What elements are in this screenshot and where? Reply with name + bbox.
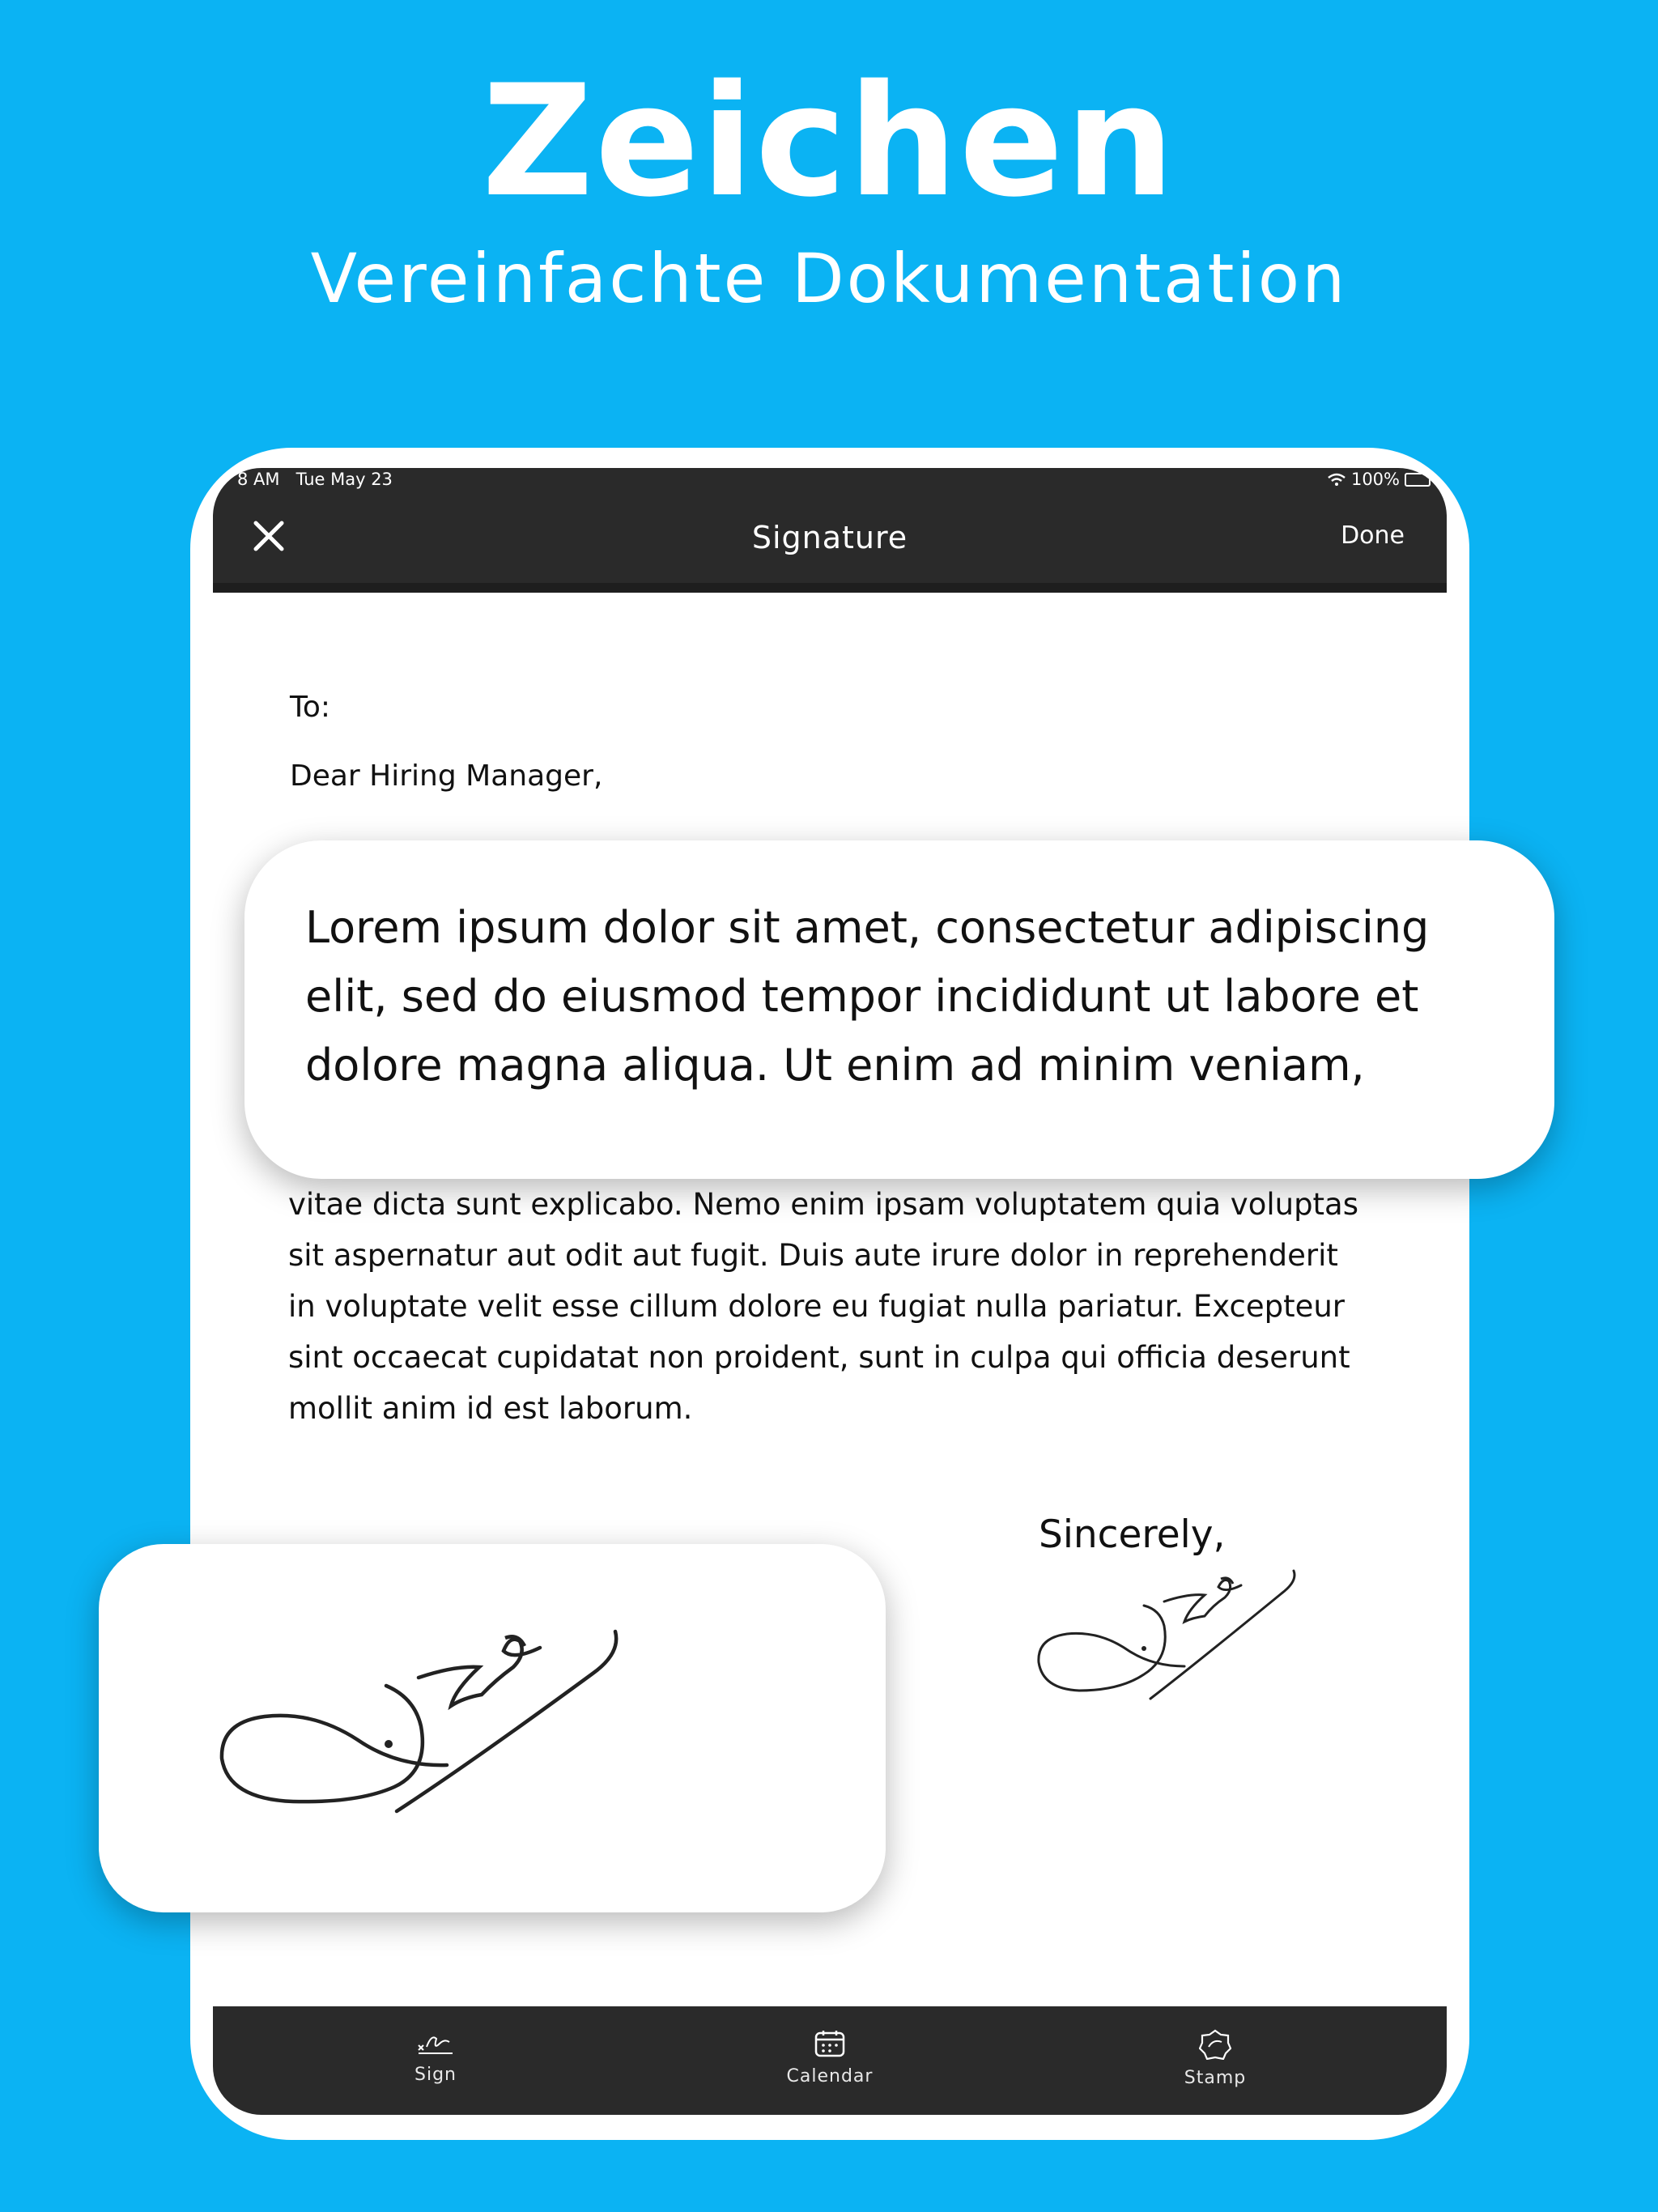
tab-calendar[interactable] bbox=[749, 2029, 911, 2087]
tab-stamp[interactable] bbox=[1134, 2029, 1296, 2088]
hero-title: Zeichen bbox=[482, 52, 1176, 231]
page-title: Signature bbox=[751, 520, 908, 555]
done-button[interactable]: Done bbox=[1341, 521, 1405, 550]
signature-icon bbox=[415, 2029, 456, 2057]
text-callout-card bbox=[244, 840, 1554, 1179]
doc-greeting: Dear Hiring Manager, bbox=[290, 759, 603, 793]
status-date: Tue May 23 bbox=[295, 470, 393, 489]
tab-sign[interactable] bbox=[355, 2029, 517, 2085]
signature-zoom-image bbox=[212, 1609, 779, 1852]
battery-icon bbox=[1405, 473, 1431, 487]
callout-text: Lorem ipsum dolor sit amet, consectetur adipiscing elit, sed do eiusmod tempor incididunt ut labore et dolore magna aliqua. Ut enim ad minim veniam, bbox=[305, 902, 1430, 1091]
battery-percent: 100% bbox=[1350, 470, 1400, 489]
signature-image[interactable] bbox=[1031, 1561, 1395, 1723]
tab-stamp-label: Stamp bbox=[1184, 2068, 1247, 2088]
signature-callout-card bbox=[99, 1544, 886, 1912]
doc-to-line: To: bbox=[290, 691, 331, 724]
status-bar bbox=[213, 468, 1447, 492]
calendar-icon bbox=[814, 2029, 846, 2058]
wifi-icon bbox=[1327, 472, 1346, 487]
stamp-icon bbox=[1199, 2029, 1231, 2060]
doc-closing: Sincerely, bbox=[1039, 1512, 1226, 1557]
tab-sign-label: Sign bbox=[414, 2065, 457, 2085]
status-time-date bbox=[237, 470, 393, 489]
status-right bbox=[1327, 470, 1431, 489]
tab-calendar-label: Calendar bbox=[786, 2066, 874, 2087]
nav-bar bbox=[213, 492, 1447, 593]
status-time: 8 AM bbox=[237, 470, 280, 489]
doc-body-paragraph: vitae dicta sunt explicabo. Nemo enim ipsam voluptatem quia voluptas sit aspernatur aut odit aut fugit. Duis aute irure dolor in reprehenderit in voluptate velit esse cillum dolore eu fugiat nulla pariatur. Excepteur sint occaecat cupidatat non proident, sunt in culpa qui officia deserunt mollit anim id est laborum. bbox=[288, 1187, 1359, 1426]
bottom-tab-bar bbox=[213, 2006, 1447, 2115]
hero-subtitle: Vereinfachte Dokumentation bbox=[310, 239, 1348, 318]
